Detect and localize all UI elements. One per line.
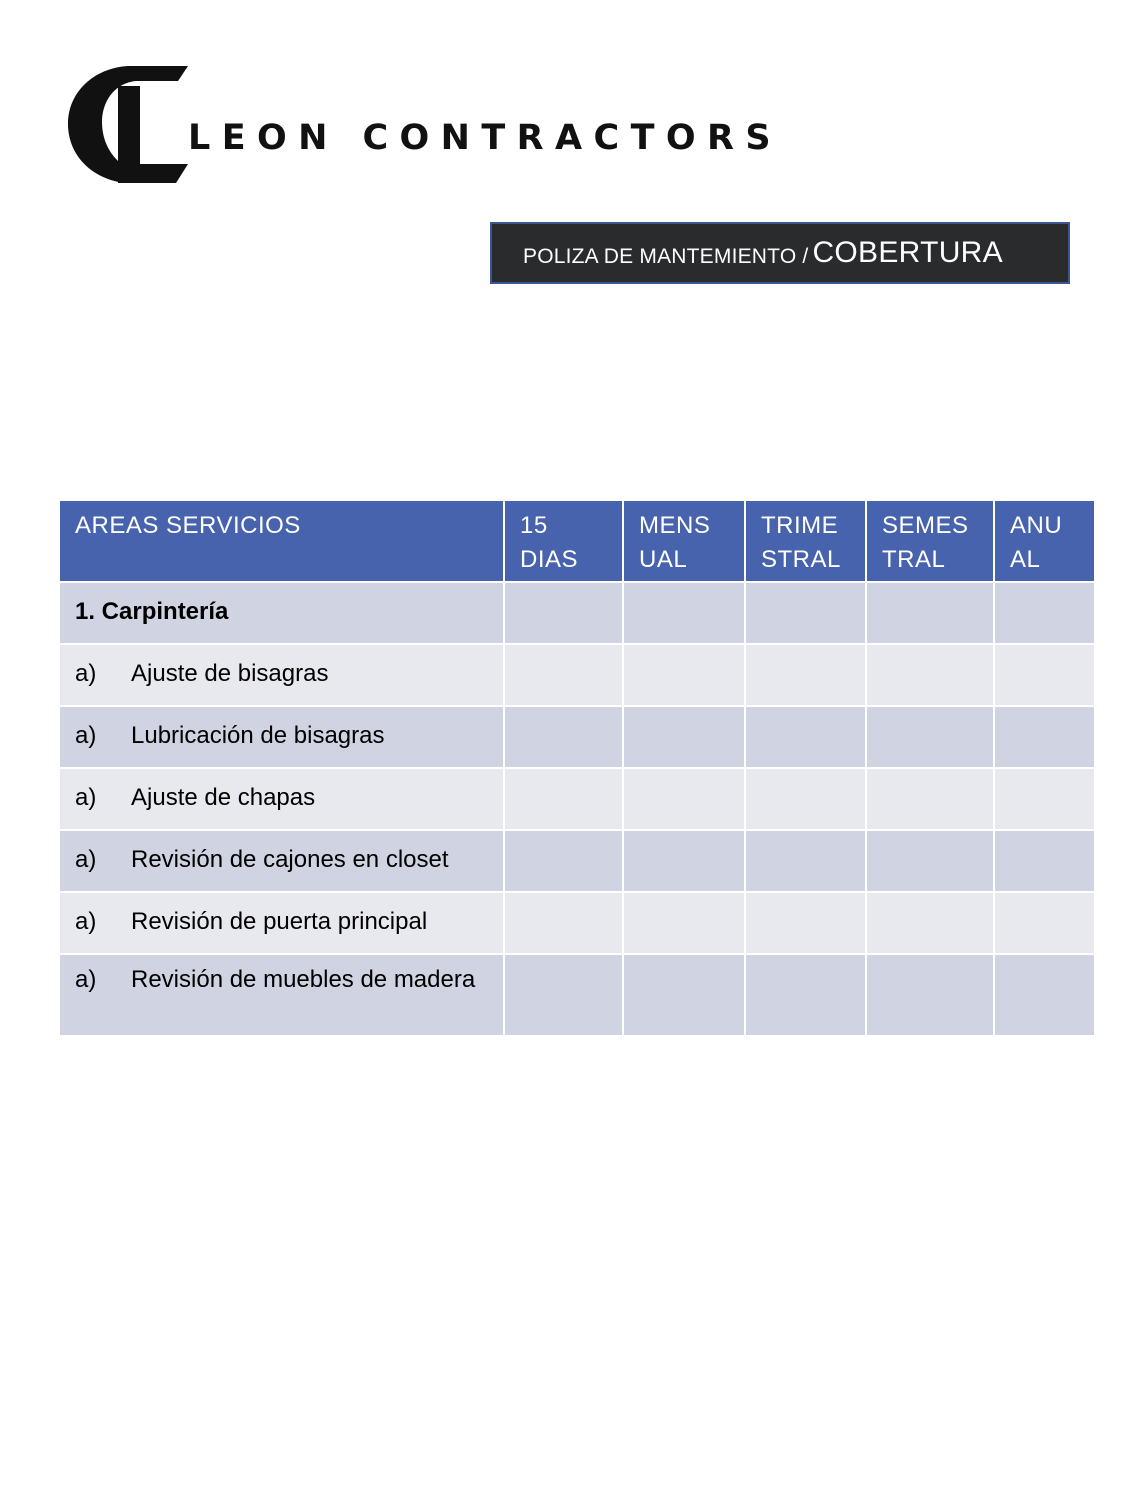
table-header-row <box>59 500 1095 582</box>
service-item-cell <box>59 954 504 1036</box>
column-header-anual: ANU AL <box>994 500 1095 582</box>
table-cell <box>504 582 623 644</box>
column-header-mensual: MENS UAL <box>623 500 745 582</box>
table-cell <box>623 768 745 830</box>
table-row <box>59 830 1095 892</box>
company-logo <box>66 62 856 186</box>
table-cell <box>994 954 1095 1036</box>
item-marker: a) <box>75 722 97 749</box>
table-cell <box>866 830 994 892</box>
section-title: 1. Carpintería <box>75 598 229 625</box>
service-item-cell <box>59 706 504 768</box>
table-cell <box>745 830 866 892</box>
column-header-semestral: SEMES TRAL <box>866 500 994 582</box>
section-title-cell <box>59 582 504 644</box>
item-marker: a) <box>75 908 97 935</box>
table-cell <box>994 830 1095 892</box>
item-marker: a) <box>75 846 97 873</box>
table-cell <box>504 830 623 892</box>
item-marker: a) <box>75 660 97 687</box>
item-marker: a) <box>75 966 97 993</box>
table-cell <box>866 706 994 768</box>
table-cell <box>866 582 994 644</box>
table-cell <box>866 954 994 1036</box>
service-item-cell <box>59 892 504 954</box>
company-name: LEON CONTRACTORS <box>188 118 782 158</box>
service-item-cell <box>59 830 504 892</box>
table-cell <box>994 706 1095 768</box>
table-cell <box>623 892 745 954</box>
table-cell <box>504 954 623 1036</box>
column-header-areas: AREAS SERVICIOS <box>59 500 504 582</box>
item-marker: a) <box>75 784 97 811</box>
column-header-15-dias: 15 DIAS <box>504 500 623 582</box>
table-row-section <box>59 582 1095 644</box>
item-label: Lubricación de bisagras <box>131 722 385 749</box>
table-row <box>59 706 1095 768</box>
table-cell <box>745 768 866 830</box>
service-coverage-table <box>58 499 1096 1037</box>
document-title-banner <box>490 222 1070 284</box>
item-label: Ajuste de bisagras <box>131 660 329 687</box>
table-row <box>59 892 1095 954</box>
column-header-trimestral: TRIME STRAL <box>745 500 866 582</box>
table-cell <box>994 644 1095 706</box>
table-cell <box>623 644 745 706</box>
table-cell <box>994 892 1095 954</box>
table-cell <box>745 582 866 644</box>
table-cell <box>994 582 1095 644</box>
item-label: Revisión de puerta principal <box>131 908 428 935</box>
table-cell <box>866 644 994 706</box>
item-label: Revisión de muebles de madera <box>131 966 476 993</box>
table-cell <box>623 706 745 768</box>
banner-title: COBERTURA <box>812 236 1003 269</box>
table-cell <box>504 644 623 706</box>
service-item-cell <box>59 768 504 830</box>
table-cell <box>504 706 623 768</box>
table-row <box>59 954 1095 1036</box>
table-cell <box>623 582 745 644</box>
table-cell <box>623 954 745 1036</box>
table-cell <box>504 768 623 830</box>
service-item-cell <box>59 644 504 706</box>
cl-monogram-logo-icon <box>66 62 190 186</box>
table-cell <box>745 706 866 768</box>
table-row <box>59 644 1095 706</box>
table-cell <box>994 768 1095 830</box>
table-cell <box>866 892 994 954</box>
item-label: Revisión de cajones en closet <box>131 846 449 873</box>
table-cell <box>745 954 866 1036</box>
table-cell <box>623 830 745 892</box>
table-cell <box>504 892 623 954</box>
table-cell <box>745 644 866 706</box>
table-cell <box>866 768 994 830</box>
table-row <box>59 768 1095 830</box>
item-label: Ajuste de chapas <box>131 784 316 811</box>
banner-prefix: POLIZA DE MANTEMIENTO / <box>523 245 809 268</box>
table-cell <box>745 892 866 954</box>
